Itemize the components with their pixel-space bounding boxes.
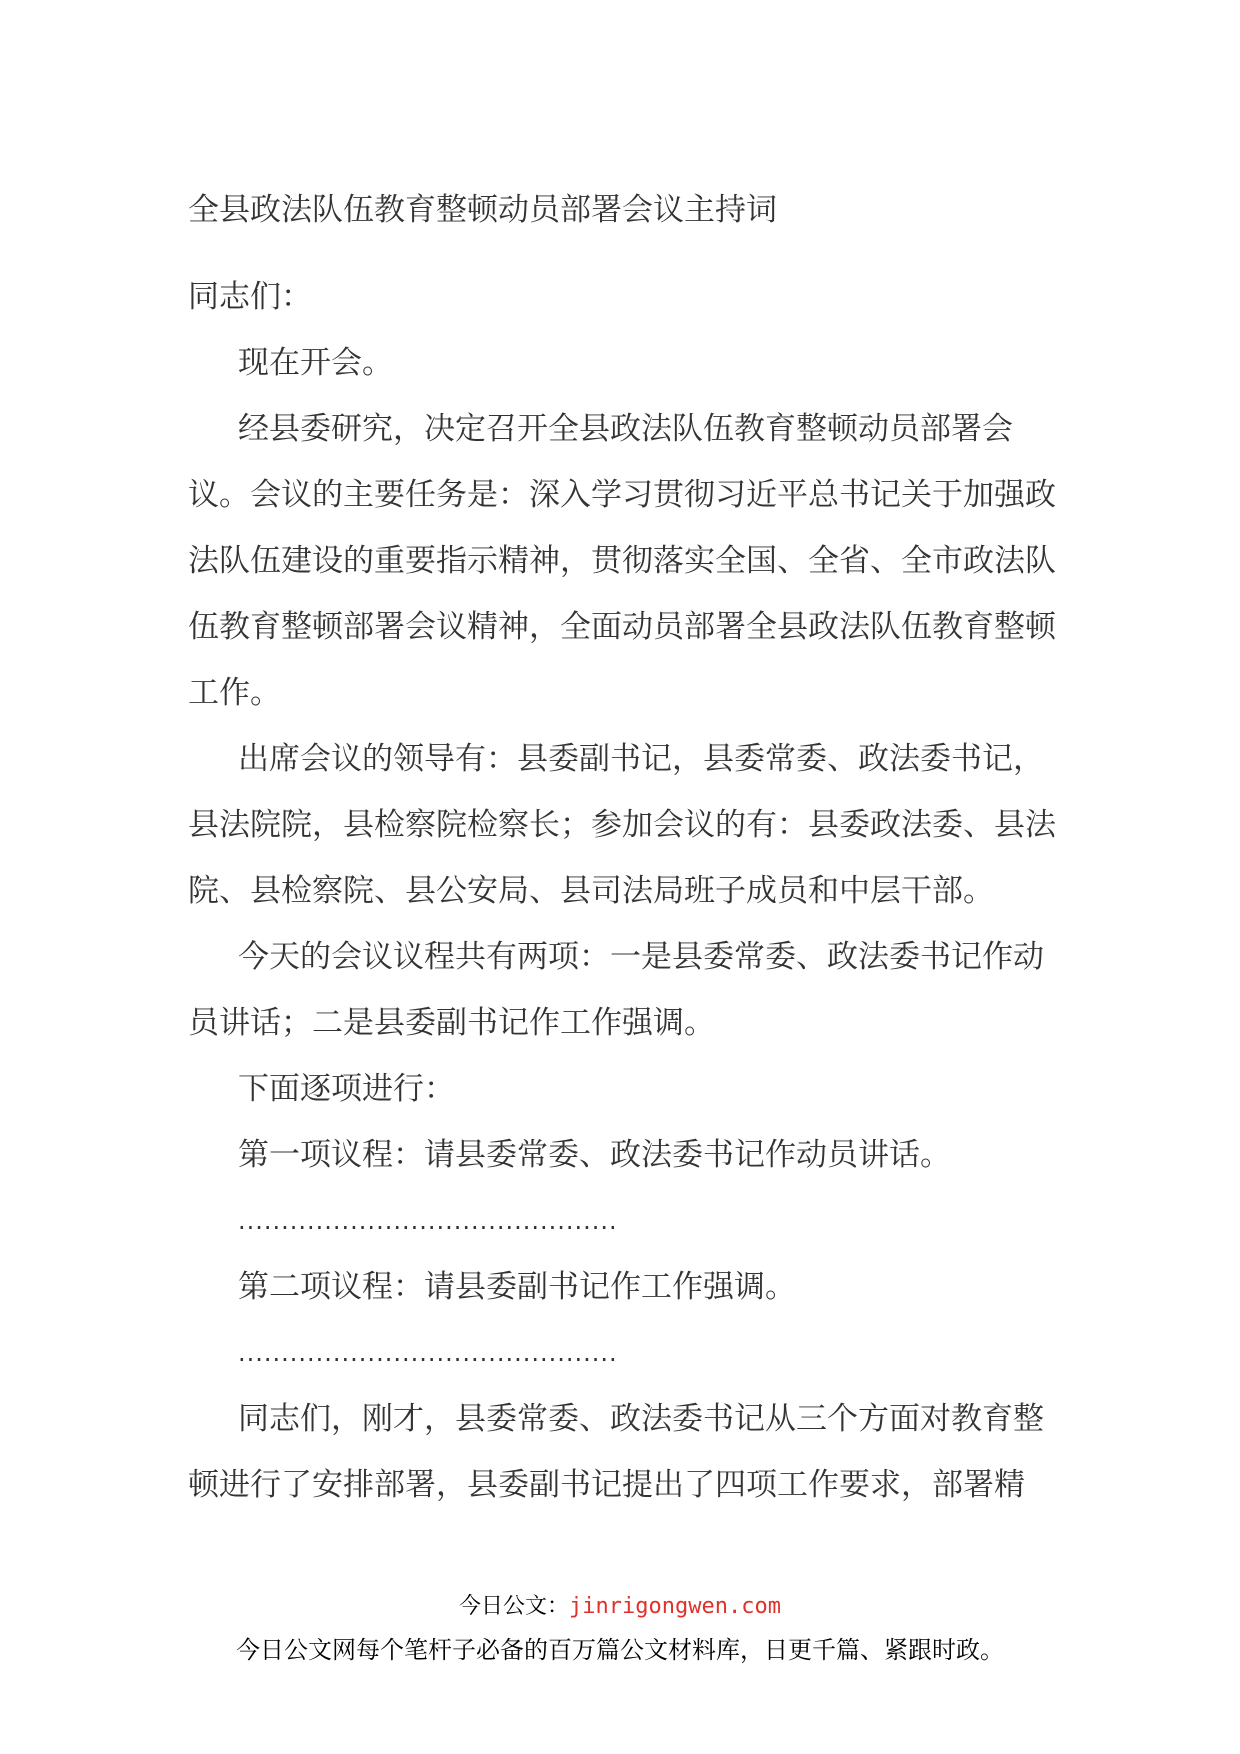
ellipsis-separator: ............................................ [238, 1207, 618, 1235]
paragraph-agenda: 今天的会议议程共有两项：一是县委常委、政法委书记作动员讲话；二是县委副书记作工作强调。 [188, 939, 1044, 1041]
paragraph-purpose: 经县委研究，决定召开全县政法队伍教育整顿动员部署会议。会议的主要任务是：深入学习贯彻习近平总书记关于加强政法队伍建设的重要指示精神，贯彻落实全国、全省、全市政法队伍教育整顿部署会议精神，全面动员部署全县政法队伍教育整顿工作。 [188, 411, 1056, 711]
paragraph-opening: 现在开会。 [238, 345, 393, 381]
footer-tagline: 今日公文网每个笔杆子必备的百万篇公文材料库，日更千篇、紧跟时政。 [236, 1636, 1004, 1664]
ellipsis-separator: ............................................ [238, 1339, 618, 1367]
footer-url-link[interactable]: jinrigongwen.com [569, 1594, 781, 1619]
agenda-item-2: 第二项议程：请县委副书记作工作强调。 [238, 1269, 796, 1305]
footer-brand: 今日公文： [459, 1594, 570, 1619]
paragraph-attendees: 出席会议的领导有：县委副书记，县委常委、政法委书记，县法院院，县检察院检察长；参加会议的有：县委政法委、县法院、县检察院、县公安局、县司法局班子成员和中层干部。 [188, 741, 1056, 909]
footer-source [0, 1592, 1240, 1622]
paragraph-closing: 同志们，刚才，县委常委、政法委书记从三个方面对教育整顿进行了安排部署，县委副书记提出了四项工作要求，部署精 [188, 1401, 1044, 1503]
agenda-item-1: 第一项议程：请县委常委、政法委书记作动员讲话。 [238, 1137, 951, 1173]
greeting: 同志们： [188, 279, 312, 315]
paragraph-proceed: 下面逐项进行： [238, 1071, 455, 1107]
document-body [188, 190, 1068, 1518]
document-title: 全县政法队伍教育整顿动员部署会议主持词 [188, 192, 777, 228]
